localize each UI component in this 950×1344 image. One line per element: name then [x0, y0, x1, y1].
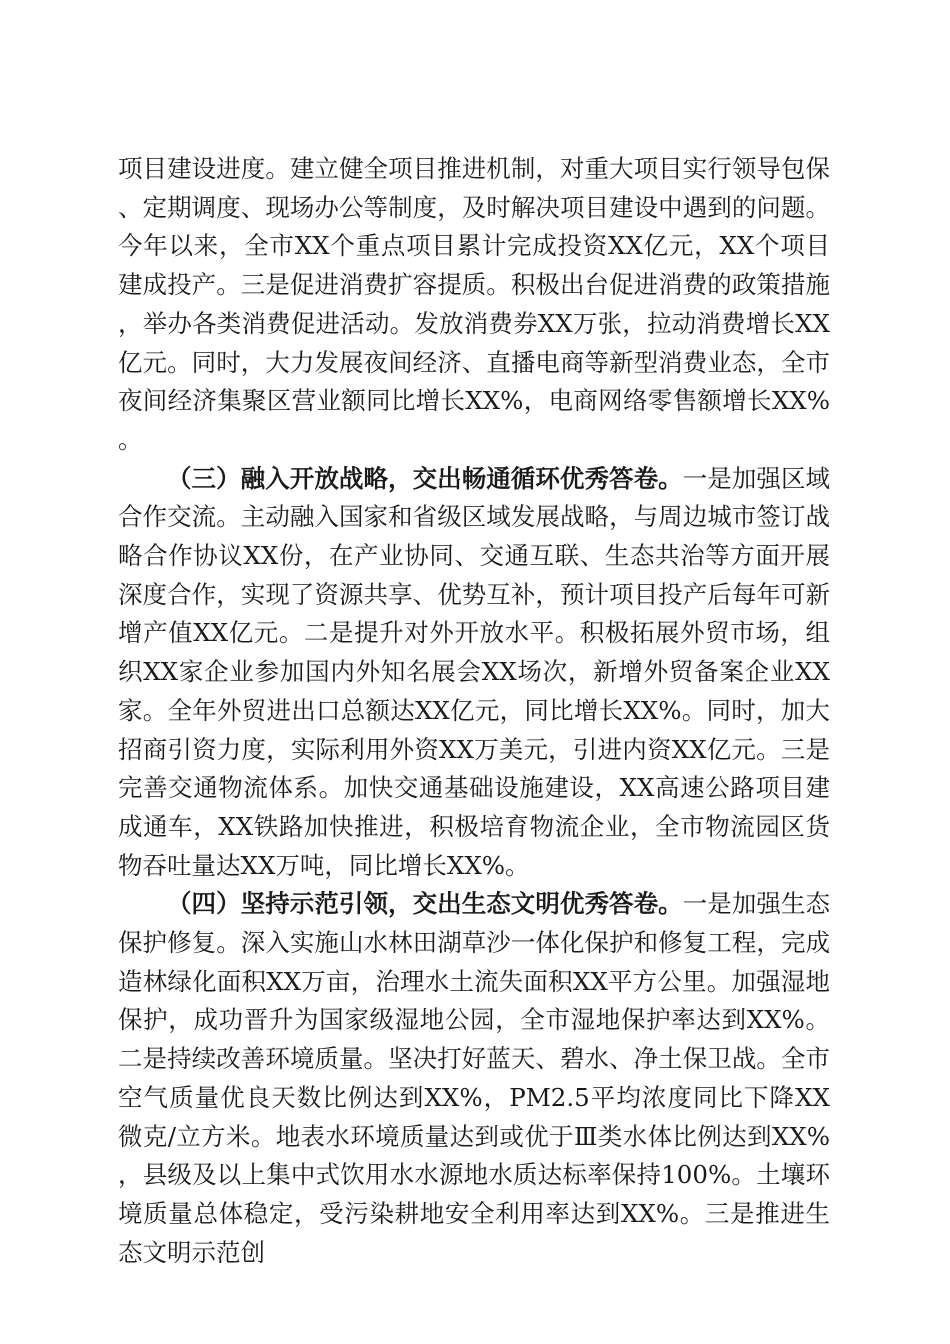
paragraph-text: 一是加强区域合作交流。主动融入国家和省级区域发展战略，与周边城市签订战略合作协议XX份，在产业协同、交通互联、生态共治等方面开展深度合作，实现了资源共享、优势互补，预计项目投产后每年可新增产值XX亿元。二是提升对外开放水平。积极拓展外贸市场，组织XX家企业参加国内外知名展会XX场次，新增外贸备案企业XX家。全年外贸进出口总额达XX亿元，同比增长XX%。同时，加大招商引资力度，实际利用外资XX万美元，引进内资XX亿元。三是完善交通物流体系。加快交通基础设施建设，XX高速公路项目建成通车，XX铁路加快推进，积极培育物流企业，全市物流园区货物吞吐量达XX万吨，同比增长XX%。 — [118, 463, 831, 880]
paragraph-continued — [118, 150, 830, 460]
paragraph-text: 项目建设进度。建立健全项目推进机制，对重大项目实行领导包保、定期调度、现场办公等制度，及时解决项目建设中遇到的问题。今年以来，全市XX个重点项目累计完成投资XX亿元，XX个项目建成投产。三是促进消费扩容提质。积极出台促进消费的政策措施，举办各类消费促进活动。发放消费券XX万张，拉动消费增长XX亿元。同时，大力发展夜间经济、直播电商等新型消费业态，全市夜间经济集聚区营业额同比增长XX%，电商网络零售额增长XX%。 — [118, 154, 830, 454]
section-heading-three: （三）融入开放战略，交出畅通循环优秀答卷。 — [167, 463, 683, 493]
paragraph-text: 一是加强生态保护修复。深入实施山水林田湖草沙一体化保护和修复工程，完成造林绿化面积XX万亩，治理水土流失面积XX平方公里。加强湿地保护，成功晋升为国家级湿地公园，全市湿地保护率达到XX%。二是持续改善环境质量。坚决打好蓝天、碧水、净土保卫战。全市空气质量优良天数比例达到XX%，PM2.5平均浓度同比下降XX微克/立方米。地表水环境质量达到或优于Ⅲ类水体比例达到XX%，县级及以上集中式饮用水水源地水质达标率保持100%。土壤环境质量总体稳定，受污染耕地安全利用率达到XX%。三是推进生态文明示范创 — [118, 889, 831, 1267]
section-heading-four: （四）坚持示范引领，交出生态文明优秀答卷。 — [167, 889, 683, 919]
document-body — [118, 150, 830, 1272]
paragraph-section-three — [118, 460, 830, 886]
paragraph-section-four — [118, 885, 830, 1272]
